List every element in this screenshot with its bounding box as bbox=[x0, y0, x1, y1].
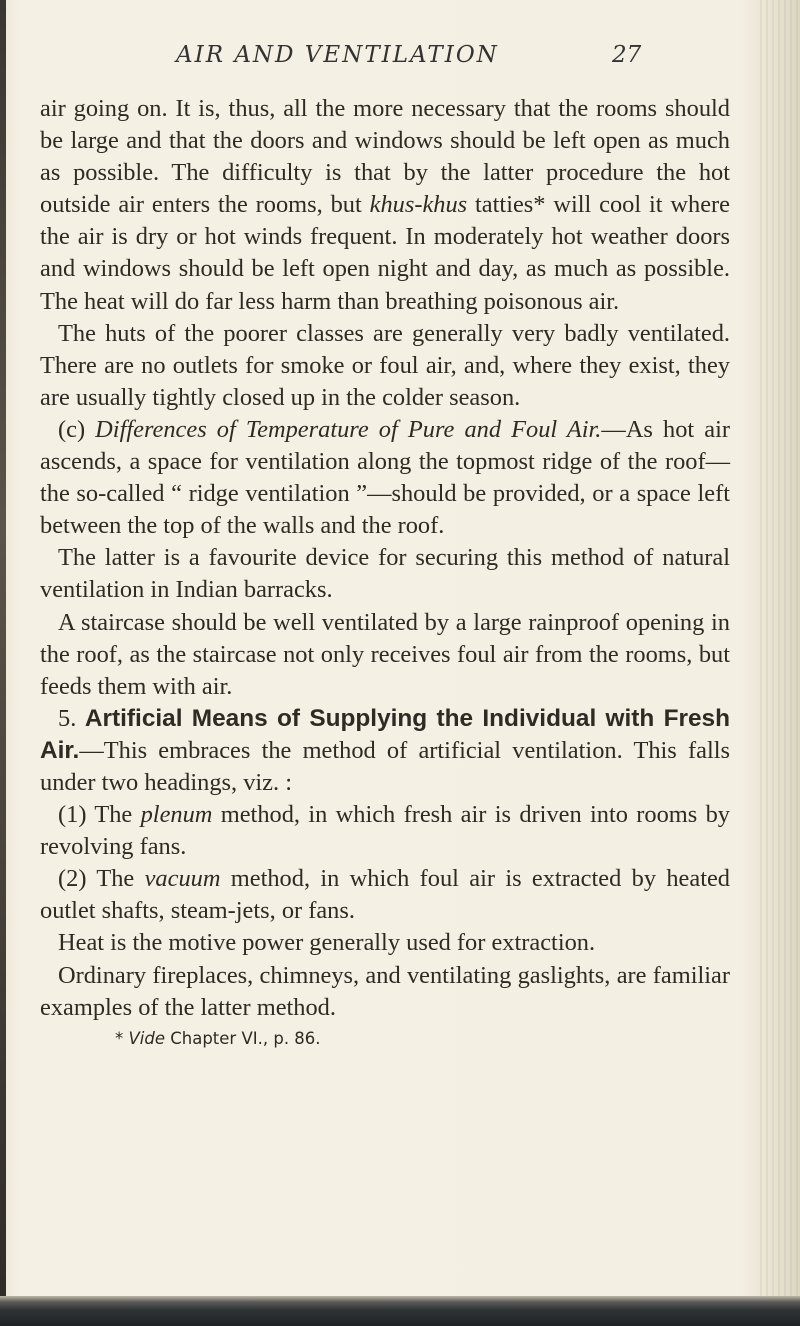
paragraph-5: A staircase should be well ventilated by a large rainproof opening in the roof, as the staircase not only receives foul air from the rooms, but feeds them with air. bbox=[40, 608, 730, 700]
footnote-vide: Vide bbox=[128, 1028, 165, 1048]
paragraph-3: (c) Differences of Temperature of Pure and Foul Air.—As hot air ascends, a space for ventilation along the topmost ridge of the roof—the so-called “ ridge ventilation ”—should be provided, or a space left between the top of the walls and the roof. bbox=[40, 415, 730, 540]
section-heading-c: Differences of Temperature of Pure and Foul Air. bbox=[95, 415, 602, 443]
paragraph-6: 5. Artificial Means of Supplying the Individual with Fresh Air.—This embraces the method of artificial ventilation. This falls under two headings, viz. : bbox=[40, 704, 730, 796]
footnote: * Vide Chapter VI., p. 86. bbox=[115, 1028, 321, 1048]
term-khus-khus: khus-khus bbox=[369, 191, 468, 219]
paragraph-8: (2) The vacuum method, in which foul air is extracted by heated outlet shafts, steam-jets, or fans. bbox=[40, 865, 730, 925]
paragraph-1: air going on. It is, thus, all the more necessary that the rooms should be large and that the doors and windows should be left open as much as possible. The difficulty is that by the latter procedure the hot outside air enters the rooms, but khus-khus tatties* will cool it where the air is dry or hot winds frequent. In moderately hot weather doors and windows should be left open night and day, as much as possible. The heat will do far less harm than breathing poisonous air. bbox=[40, 95, 730, 315]
paragraph-7: (1) The plenum method, in which fresh air is driven into rooms by revolving fans. bbox=[40, 801, 730, 861]
term-plenum: plenum bbox=[140, 801, 213, 829]
page-text bbox=[40, 93, 730, 1054]
running-head: AIR AND VENTILATION bbox=[176, 42, 499, 68]
book-spine-edge bbox=[0, 0, 6, 1326]
paragraph-2: The huts of the poorer classes are generally very badly ventilated. There are no outlets for smoke or foul air, and, where they exist, they are usually tightly closed up in the colder season. bbox=[40, 319, 730, 411]
page-number: 27 bbox=[612, 42, 642, 68]
paragraph-4: The latter is a favourite device for securing this method of natural ventilation in Indian barracks. bbox=[40, 544, 730, 604]
book-bottom-edge bbox=[0, 1296, 800, 1326]
paragraph-9: Heat is the motive power generally used for extraction. bbox=[58, 929, 596, 957]
section-heading-5: Artificial Means of Supplying the Individual with Fresh Air. bbox=[40, 704, 730, 764]
page-header bbox=[0, 42, 800, 82]
paragraph-10: Ordinary fireplaces, chimneys, and ventilating gaslights, are familiar examples of the latter method. bbox=[40, 961, 730, 1021]
page-edge bbox=[760, 0, 800, 1326]
term-vacuum: vacuum bbox=[144, 865, 221, 893]
